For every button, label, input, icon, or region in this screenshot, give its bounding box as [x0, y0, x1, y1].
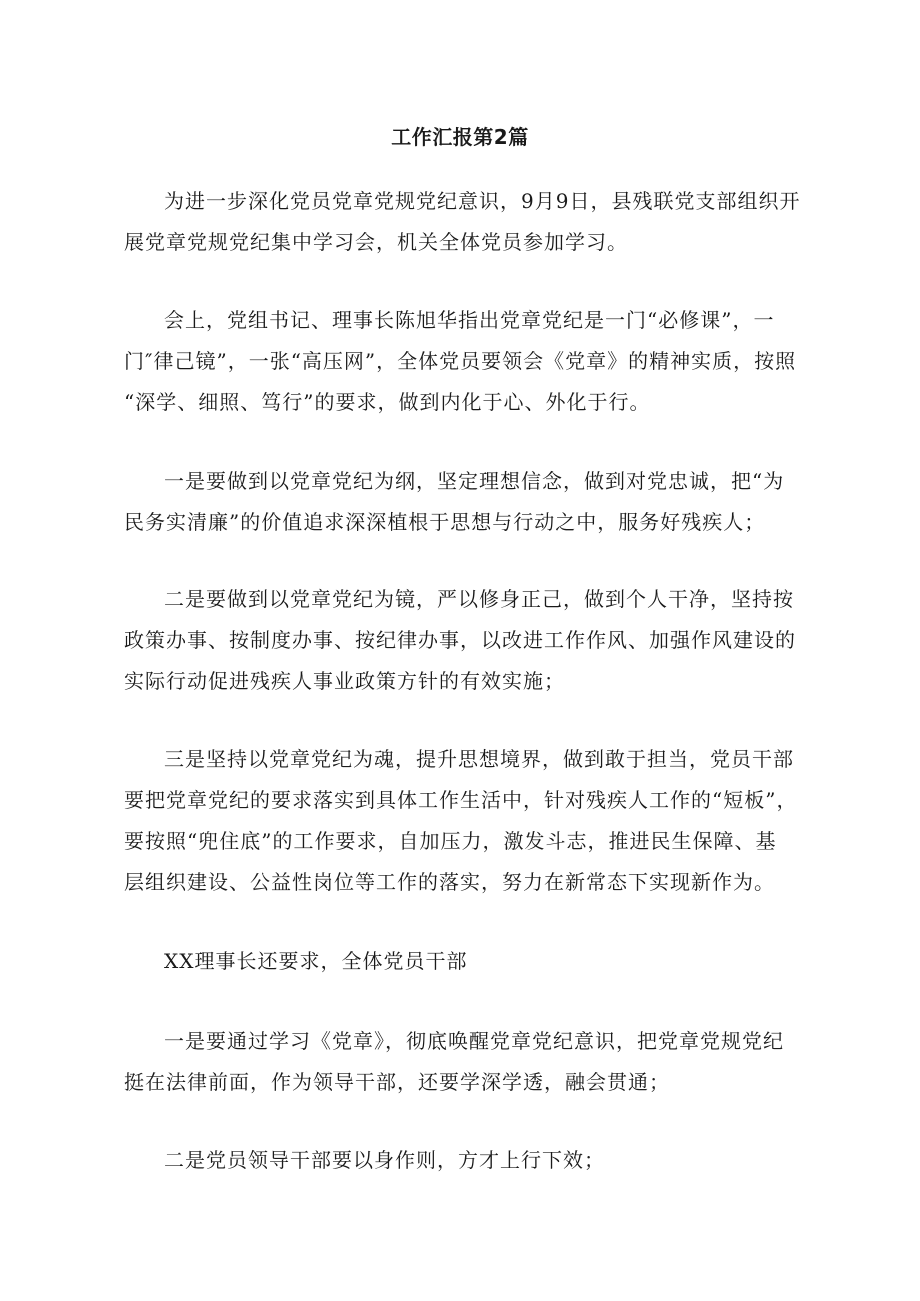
text-line: 民务实清廉”的价值追求深深植根于思想与行动之中，服务好残疾人；	[124, 510, 766, 534]
paragraph-requirements-intro	[124, 941, 796, 982]
paragraph-point-2	[124, 579, 796, 702]
text-line: 二是要做到以党章党纪为镜，严以修身正己，做到个人干净，坚持按	[164, 587, 794, 611]
paragraph-point-1	[124, 461, 796, 543]
paragraph-intro	[124, 181, 801, 263]
paragraph-point-3	[124, 739, 796, 903]
text-line: “深学、细照、笃行”的要求，做到内化于心、外化于行。	[124, 390, 651, 414]
paragraph-requirement-1	[124, 1021, 796, 1103]
text-line: 会上，党组书记、理事长陈旭华指出党章党纪是一门“必修课”，一	[164, 308, 775, 332]
text-line: 实际行动促进残疾人事业政策方针的有效实施；	[124, 669, 565, 693]
paragraph-requirement-2	[124, 1140, 796, 1181]
text-line: 一是要通过学习《党章》，彻底唤醒党章党纪意识，把党章党规党纪	[164, 1029, 784, 1053]
text-line: 要把党章党纪的要求落实到具体工作生活中，针对残疾人工作的“短板”，	[124, 788, 798, 812]
text-line: 三是坚持以党章党纪为魂，提升思想境界，做到敢于担当，党员干部	[164, 747, 794, 771]
text-line: 政策办事、按制度办事、按纪律办事，以改进工作作风、加强作风建设的	[124, 628, 796, 652]
text-line: 二是党员领导干部要以身作则，方才上行下效；	[164, 1148, 605, 1172]
text-line: 门″律己镜”，一张“高压网”，全体党员要领会《党章》的精神实质，按照	[124, 349, 797, 373]
text-line: 要按照“兜住底”的工作要求，自加压力，激发斗志，推进民生保障、基	[124, 829, 777, 853]
text-line: 挺在法律前面，作为领导干部，还要学深学透，融会贯通；	[124, 1070, 670, 1094]
text-line: 展党章党规党纪集中学习会，机关全体党员参加学习。	[124, 230, 628, 254]
text-line: XX理事长还要求，全体党员干部	[164, 949, 468, 973]
paragraph-meeting	[124, 300, 796, 423]
text-line: 为进一步深化党员党章党规党纪意识，9月9日，县残联党支部组织开	[164, 189, 801, 213]
text-line: 一是要做到以党章党纪为纲，坚定理想信念，做到对党忠诚，把“为	[164, 469, 785, 493]
document-title: 工作汇报第2篇	[391, 125, 529, 149]
text-line: 层组织建设、公益性岗位等工作的落实，努力在新常态下实现新作为。	[124, 870, 775, 894]
